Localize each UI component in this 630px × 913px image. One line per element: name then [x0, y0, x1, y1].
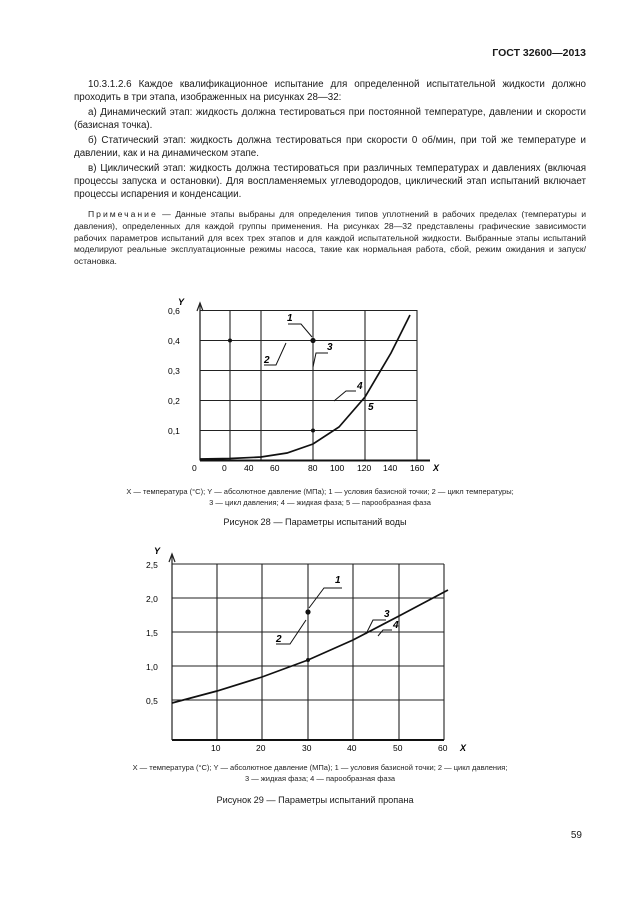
svg-text:0: 0 — [222, 463, 227, 473]
svg-text:160: 160 — [410, 463, 425, 473]
svg-text:4: 4 — [393, 620, 399, 631]
paragraph-dynamic-stage: а) Динамический этап: жидкость должна тестироваться при постоянной температуре, давлении и скорости (базисная точка). — [74, 107, 586, 131]
svg-text:0: 0 — [192, 463, 197, 473]
figure-29-chart — [142, 540, 472, 755]
figure-28-legend-line2: 3 — цикл давления; 4 — жидкая фаза; 5 — парообразная фаза — [209, 498, 431, 507]
svg-text:140: 140 — [383, 463, 398, 473]
svg-text:1: 1 — [335, 575, 341, 586]
svg-text:X: X — [433, 463, 440, 473]
svg-text:2,5: 2,5 — [146, 560, 158, 570]
svg-text:0,6: 0,6 — [168, 306, 180, 316]
svg-text:1,0: 1,0 — [146, 662, 158, 672]
svg-text:2: 2 — [276, 634, 282, 645]
svg-text:X: X — [460, 743, 467, 753]
svg-text:Y: Y — [178, 297, 185, 307]
svg-text:3: 3 — [327, 342, 333, 353]
svg-text:1,5: 1,5 — [146, 628, 158, 638]
figure-29-caption: Рисунок 29 — Параметры испытаний пропана — [216, 795, 414, 805]
svg-text:20: 20 — [256, 743, 266, 753]
svg-text:Y: Y — [154, 546, 161, 556]
svg-text:40: 40 — [244, 463, 254, 473]
paragraph-cyclic-stage: в) Циклический этап: жидкость должна тестироваться при различных температурах и давлениях (включая процессы запуска и остановки). Для воспламеняемых углеводородов, циклический этап испытаний включает процессы испарения и конденсации. — [74, 163, 586, 200]
svg-text:0,2: 0,2 — [168, 396, 180, 406]
svg-text:2,0: 2,0 — [146, 594, 158, 604]
svg-text:4: 4 — [357, 381, 363, 392]
svg-text:5: 5 — [368, 402, 374, 413]
figure-28-legend — [40, 486, 600, 508]
svg-text:0,4: 0,4 — [168, 336, 180, 346]
figure-28-curve-liquid-phase — [200, 315, 410, 459]
svg-text:0,3: 0,3 — [168, 366, 180, 376]
svg-text:40: 40 — [347, 743, 357, 753]
svg-text:0,5: 0,5 — [146, 696, 158, 706]
svg-text:120: 120 — [357, 463, 372, 473]
svg-text:60: 60 — [438, 743, 448, 753]
note — [74, 209, 586, 268]
svg-text:2: 2 — [264, 355, 270, 366]
figure-28-legend-line1: X — температура (°С); Y — абсолютное давление (МПа); 1 — условия базисной точки; 2 — цикл температуры; — [126, 487, 514, 496]
figure-28-chart — [160, 285, 460, 485]
paragraph-static-stage: б) Статический этап: жидкость должна тестироваться при скорости 0 об/мин, при той же температуре и давлении, как и на динамическом этапе. — [74, 135, 586, 159]
page-number: 59 — [570, 830, 582, 841]
figure-28-caption: Рисунок 28 — Параметры испытаний воды — [223, 517, 407, 527]
svg-text:50: 50 — [393, 743, 403, 753]
svg-text:80: 80 — [308, 463, 318, 473]
svg-text:60: 60 — [270, 463, 280, 473]
note-text: — Данные этапы выбраны для определения типов уплотнений в рабочих пределах (температуры и давления), определенных для каждой группы применения. На рисунках 28—32 представлены графические зависимости рабочих параметров испытаний для всех трех этапов и для каждой испытательной жидкости. Выбранные этапы испытаний моделируют реальные эксплуатационные режимы насоса, такие как нормальная работа, сбой, режим ожидания и запуск/остановка. — [74, 209, 586, 267]
svg-text:100: 100 — [330, 463, 345, 473]
svg-text:3: 3 — [384, 609, 390, 620]
svg-text:30: 30 — [302, 743, 312, 753]
paragraph-10-3-1-2-6: 10.3.1.2.6 Каждое квалификационное испытание для определенной испытательной жидкости должно проходить в три этапа, изображенных на рисунках 28—32: — [74, 79, 586, 103]
svg-text:10: 10 — [211, 743, 221, 753]
svg-text:0,1: 0,1 — [168, 426, 180, 436]
figure-29-legend-line2: 3 — жидкая фаза; 4 — парообразная фаза — [244, 774, 396, 783]
figure-29-legend — [40, 762, 600, 784]
svg-text:1: 1 — [287, 313, 293, 324]
note-label: Примечание — [88, 209, 158, 219]
figure-29-legend-line1: X — температура (°С); Y — абсолютное давление (МПа); 1 — условия базисной точки; 2 — цикл давления; — [132, 763, 508, 772]
document-header: ГОСТ 32600—2013 — [492, 47, 586, 59]
